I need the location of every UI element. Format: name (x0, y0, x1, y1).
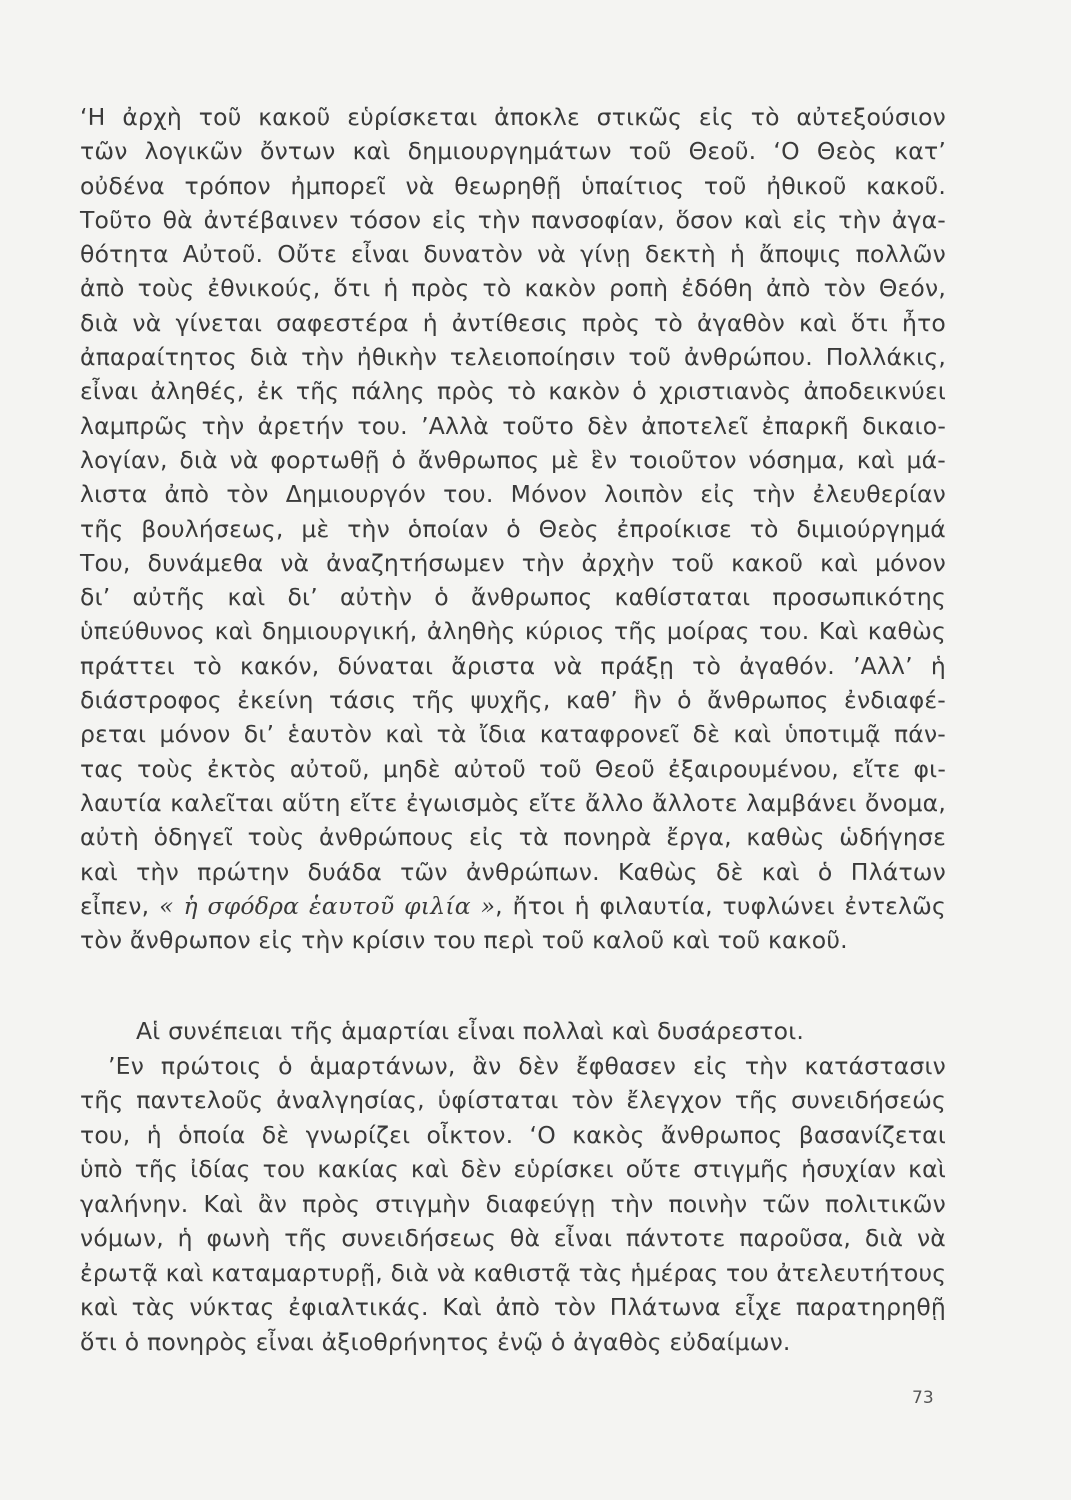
paragraph-origin-of-evil (80, 100, 946, 957)
text-line: ὑπεύθυνος καὶ δημιουργική, ἀληθὴς κύριος τῆς μοίρας του. Καὶ καθὼς (80, 617, 946, 646)
text-line: ‘Η ἀρχὴ τοῦ κακοῦ εὑρίσκεται ἀποκλε στικῶς εἰς τὸ αὐτεξούσιον (80, 103, 946, 131)
text-line: τῆς βουλήσεως, μὲ τὴν ὁποίαν ὁ Θεὸς ἐπροίκισε τὸ διμιούργημά (80, 514, 946, 543)
plato-quote: « ἡ σφόδρα ἑαυτοῦ φιλία » (159, 891, 496, 920)
text-line: ἐρωτᾷ καὶ καταμαρτυρῇ, διὰ νὰ καθιστᾷ τὰς ἡμέρας του ἀτελευτήτους (80, 1258, 947, 1287)
text-line: λογίαν, διὰ νὰ φορτωθῇ ὁ ἄνθρωπος μὲ ἓν τοιοῦτον νόσημα, καὶ μά- (80, 445, 946, 474)
text-line: οὐδένα τρόπον ἠμπορεῖ νὰ θεωρηθῇ ὑπαίτιος τοῦ ἠθικοῦ κακοῦ. (80, 171, 946, 200)
text-line: καὶ τὰς νύκτας ἐφιαλτικάς. Καὶ ἀπὸ τὸν Πλάτωνα εἶχε παρατηρηθῇ (80, 1293, 946, 1321)
page-number: 73 (912, 1388, 934, 1408)
text-line-with-quote (80, 889, 946, 923)
text-line: του, ἡ ὁποία δὲ γνωρίζει οἶκτον. ‘Ο κακὸς ἄνθρωπος βασανίζεται (80, 1120, 946, 1149)
text-line: ὑπὸ τῆς ἰδίας του κακίας καὶ δὲν εὑρίσκει οὔτε στιγμῆς ἡσυχίαν καὶ (80, 1155, 946, 1183)
text-line: δι’ αὐτῆς καὶ δι’ αὐτὴν ὁ ἄνθρωπος καθίσταται προσωπικότης (80, 583, 946, 612)
text-line: τῶν λογικῶν ὄντων καὶ δημιουργημάτων τοῦ Θεοῦ. ‘Ο Θεὸς κατ’ (80, 137, 946, 166)
text-line: διάστροφος ἐκείνη τάσις τῆς ψυχῆς, καθ’ ἣν ὁ ἄνθρωπος ἐνδιαφέ- (80, 686, 946, 715)
text-line: διὰ νὰ γίνεται σαφεστέρα ἡ ἀντίθεσις πρὸς τὸ ἀγαθὸν καὶ ὅτι ἦτο (80, 308, 946, 337)
text-line: τὸν ἄνθρωπον εἰς τὴν κρίσιν του περὶ τοῦ καλοῦ καὶ τοῦ κακοῦ. (80, 926, 848, 955)
text-line: θότητα Αὐτοῦ. Οὔτε εἶναι δυνατὸν νὰ γίνῃ δεκτὴ ἡ ἄποψις πολλῶν (80, 240, 946, 269)
text-line: Τοῦτο θὰ ἀντέβαινεν τόσον εἰς τὴν πανσοφίαν, ὅσον καὶ εἰς τὴν ἀγα- (80, 205, 946, 234)
text-line: γαλήνην. Καὶ ἂν πρὸς στιγμὴν διαφεύγῃ τὴν ποινὴν τῶν πολιτικῶν (80, 1189, 946, 1218)
text-line: νόμων, ἡ φωνὴ τῆς συνειδήσεως θὰ εἶναι πάντοτε παροῦσα, διὰ νὰ (80, 1224, 946, 1252)
text-line: λιστα ἀπὸ τὸν Δημιουργόν του. Μόνον λοιπὸν εἰς τὴν ἐλευθερίαν (80, 480, 946, 509)
text-line: ἀπὸ τοὺς ἐθνικούς, ὅτι ἡ πρὸς τὸ κακὸν ροπὴ ἐδόθη ἀπὸ τὸν Θεόν, (80, 274, 946, 303)
text-line: ὅτι ὁ πονηρὸς εἶναι ἀξιοθρήνητος ἐνῷ ὁ ἀγαθὸς εὐδαίμων. (80, 1327, 791, 1356)
text-line: καὶ τὴν πρώτην δυάδα τῶν ἀνθρώπων. Καθὼς δὲ καὶ ὁ Πλάτων (80, 857, 946, 886)
text-segment: , ἤτοι ἡ φιλαυτία, τυφλώνει ἐντελῶς (495, 891, 946, 920)
text-line: αὐτὴ ὁδηγεῖ τοὺς ἀνθρώπους εἰς τὰ πονηρὰ ἔργα, καθὼς ὡδήγησε (80, 823, 946, 852)
text-line: τῆς παντελοῦς ἀναλγησίας, ὑφίσταται τὸν ἔλεγχον τῆς συνειδήσεώς (80, 1086, 946, 1114)
text-line: πράττει τὸ κακόν, δύναται ἄριστα νὰ πράξῃ τὸ ἀγαθόν. ’Αλλ’ ἡ (80, 651, 946, 680)
text-line: τας τοὺς ἐκτὸς αὐτοῦ, μηδὲ αὐτοῦ τοῦ Θεοῦ ἐξαιρουμένου, εἴτε φι- (80, 754, 946, 783)
text-line: λαυτία καλεῖται αὕτη εἴτε ἐγωισμὸς εἴτε ἄλλο ἄλλοτε λαμβάνει ὄνομα, (80, 788, 946, 817)
text-line: ’Εν πρώτοις ὁ ἁμαρτάνων, ἂν δὲν ἔφθασεν εἰς τὴν κατάστασιν (108, 1051, 946, 1080)
text-line: Του, δυνάμεθα νὰ ἀναζητήσωμεν τὴν ἀρχὴν τοῦ κακοῦ καὶ μόνον (80, 548, 946, 577)
text-line: εἶναι ἀληθές, ἐκ τῆς πάλης πρὸς τὸ κακὸν ὁ χριστιανὸς ἀποδεικνύει (80, 377, 946, 406)
text-line: λαμπρῶς τὴν ἀρετήν του. ’Αλλὰ τοῦτο δὲν ἀποτελεῖ ἐπαρκῆ δικαιο- (80, 411, 946, 440)
text-line: ρεται μόνον δι’ ἑαυτὸν καὶ τὰ ἴδια καταφρονεῖ δὲ καὶ ὑποτιμᾷ πάν- (80, 720, 946, 749)
text-line: Αἱ συνέπειαι τῆς ἁμαρτίαι εἶναι πολλαὶ καὶ δυσάρεστοι. (136, 1017, 805, 1045)
text-line: ἀπαραίτητος διὰ τὴν ἠθικὴν τελειοποίησιν τοῦ ἀνθρώπου. Πολλάκις, (80, 343, 946, 372)
paragraph-consequences-of-sin (80, 1014, 946, 1359)
text-segment: εἶπεν, (80, 891, 160, 920)
